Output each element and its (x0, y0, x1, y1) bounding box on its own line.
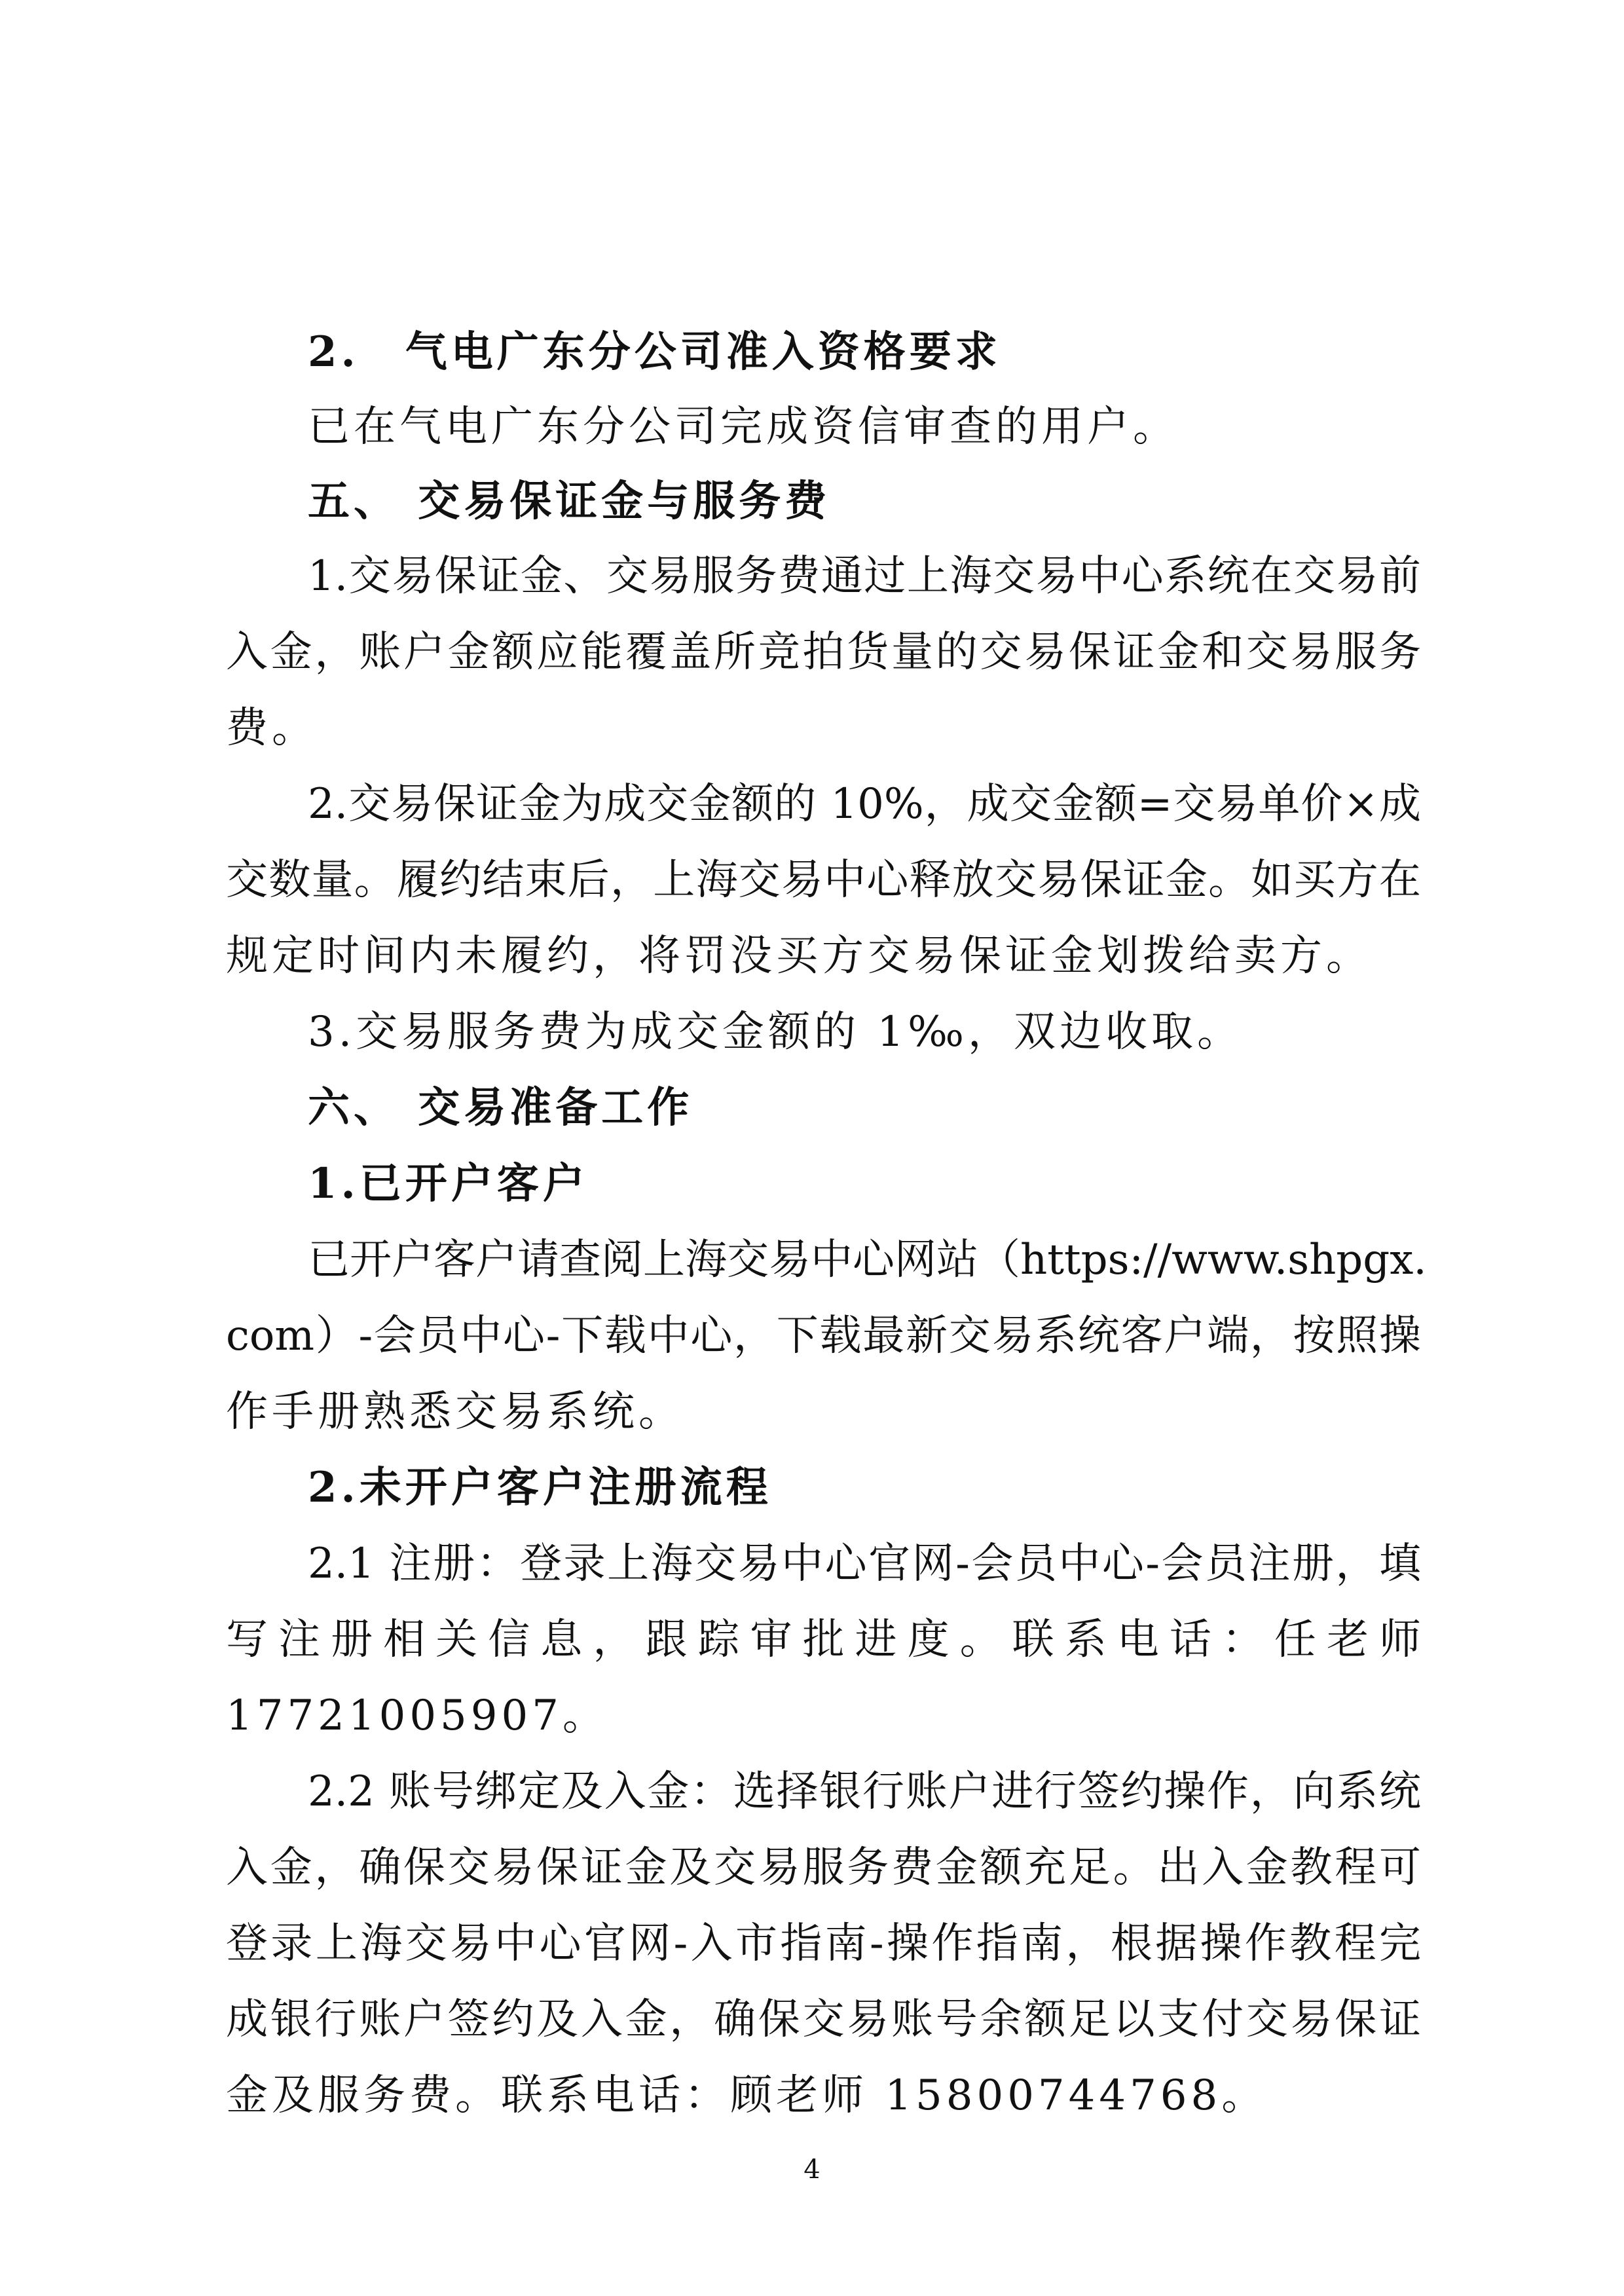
page-number: 4 (803, 2155, 821, 2185)
body-line: 3.交易服务费为成交金额的 1‰，双边收取。 (308, 1008, 1243, 1056)
body-line: 已在气电广东分公司完成资信审查的用户。 (308, 403, 1179, 451)
body-line: com）-会员中心-下载中心，下载最新交易系统客户端，按照操 (226, 1312, 1421, 1360)
body-line: 金及服务费。联系电话：顾老师 15800744768。 (226, 2071, 1268, 2120)
body-line: 交数量。履约结束后，上海交易中心释放交易保证金。如买方在 (226, 856, 1421, 904)
subsection-heading: 1.已开户客户 (308, 1159, 589, 1208)
body-line: 写注册相关信息，跟踪审批进度。联系电话：任老师 (226, 1616, 1421, 1664)
body-line: 登录上海交易中心官网-入市指南-操作指南，根据操作教程完 (226, 1919, 1421, 1968)
body-line: 入金，确保交易保证金及交易服务费金额充足。出入金教程可 (226, 1843, 1421, 1892)
body-line: 2.2 账号绑定及入金：选择银行账户进行签约操作，向系统 (308, 1768, 1421, 1816)
section-heading: 2. 气电广东分公司准入资格要求 (308, 327, 1001, 377)
body-line: 作手册熟悉交易系统。 (226, 1388, 684, 1436)
body-line: 成银行账户签约及入金，确保交易账号余额足以支付交易保证 (226, 1995, 1421, 2044)
body-line: 2.1 注册：登录上海交易中心官网-会员中心-会员注册，填 (308, 1540, 1421, 1588)
body-line: 2.交易保证金为成交金额的 10%，成交金额=交易单价×成 (308, 780, 1421, 828)
body-line: 17721005907。 (226, 1692, 608, 1740)
section-heading: 五、 交易保证金与服务费 (308, 477, 831, 526)
body-line: 入金，账户金额应能覆盖所竞拍货量的交易保证金和交易服务 (226, 628, 1421, 676)
body-line: 已开户客户请查阅上海交易中心网站（https://www.shpgx. (308, 1236, 1427, 1284)
section-heading: 六、 交易准备工作 (308, 1083, 693, 1132)
body-line: 1.交易保证金、交易服务费通过上海交易中心系统在交易前 (308, 552, 1421, 601)
body-line: 费。 (226, 704, 318, 752)
subsection-heading: 2.未开户客户注册流程 (308, 1463, 772, 1512)
body-line: 规定时间内未履约，将罚没买方交易保证金划拨给卖方。 (226, 932, 1372, 980)
